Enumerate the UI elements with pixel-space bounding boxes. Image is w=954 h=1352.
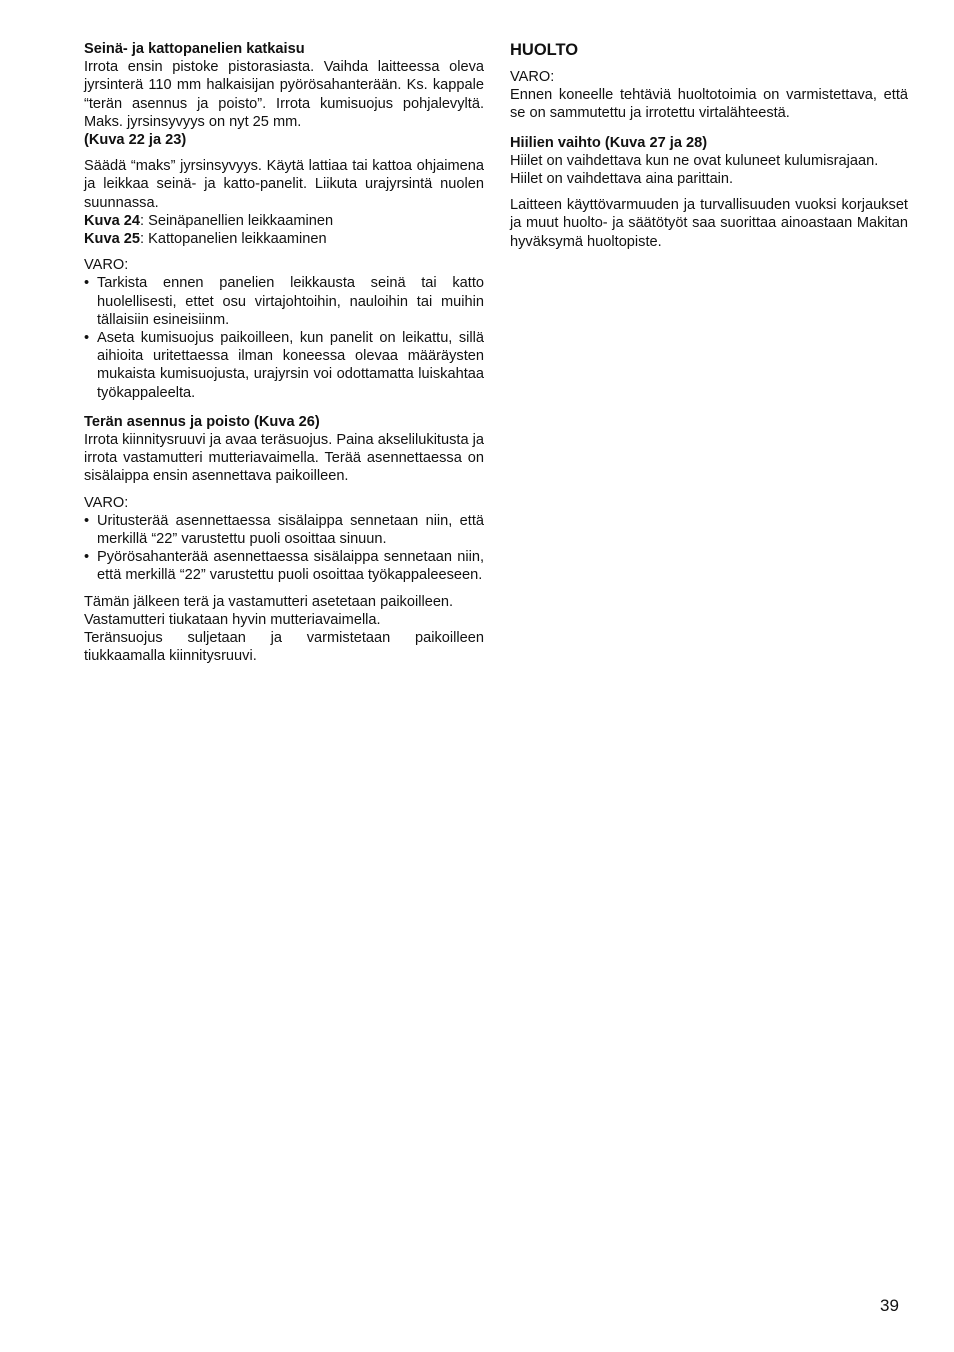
list-item: • Aseta kumisuojus paikoilleen, kun panelit on leikattu, sillä aihioita uritettaessa ilman koneessa olevaa määräysten mukaista kumisuojusta, urajyrsin voi odottamatta luiskahtaa työkappaleelta. bbox=[84, 329, 484, 402]
section-heading-brush-replacement: Hiilien vaihto (Kuva 27 ja 28) bbox=[510, 134, 708, 151]
figure-label: Kuva 24 bbox=[84, 212, 140, 229]
paragraph: Irrota ensin pistoke pistorasiasta. Vaihda laitteessa oleva jyrsinterä 110 mm halkaisijan pyörösahanterään. Ks. kappale “terän asennus ja poisto”. Irrota kumisuojus pohjalevyltä. Maks. jyrsinsyvyys on nyt 25 mm. bbox=[84, 59, 484, 130]
caution-label: VARO: bbox=[84, 494, 129, 511]
paragraph: Vastamutteri tiukataan hyvin mutteriavaimella. bbox=[84, 611, 381, 628]
paragraph: Säädä “maks” jyrsinsyvyys. Käytä lattiaa tai kattoa ohjaimena ja leikkaa seinä- ja katto-panelit. Liikuta urajyrsintä nuolen suunnassa. bbox=[84, 158, 484, 211]
list-item: • Uritusterää asennettaessa sisälaippa sennetaan niin, että merkillä “22” varustettu puoli osoittaa sinuun. bbox=[84, 512, 484, 548]
paragraph: Irrota kiinnitysruuvi ja avaa teräsuojus. Paina akselilukitusta ja irrota vastamutteri mutteriavaimella. Terää asennettaessa on sisälaippa ensin asennettava paikoilleen. bbox=[84, 432, 484, 485]
caution-label: VARO: bbox=[84, 257, 129, 274]
figure-caption-text: : Seinäpanellien leikkaaminen bbox=[139, 212, 334, 229]
figure-reference: (Kuva 22 ja 23) bbox=[84, 132, 187, 149]
right-column bbox=[510, 40, 908, 251]
figure-caption-25 bbox=[84, 230, 484, 248]
section-heading-blade-installation: Terän asennus ja poisto (Kuva 26) bbox=[84, 413, 320, 430]
paragraph: Laitteen käyttövarmuuden ja turvallisuuden vuoksi korjaukset ja muut huolto- ja säätötyöt saa suorittaa ainoastaan Makitan hyväksymä huoltopiste. bbox=[510, 197, 908, 250]
figure-label: Kuva 25 bbox=[84, 231, 140, 248]
figure-caption-24 bbox=[84, 212, 484, 230]
paragraph: Ennen koneelle tehtäviä huoltotoimia on varmistettava, että se on sammutettu ja irrotettu virtalähteestä. bbox=[510, 87, 908, 122]
paragraph: Hiilet on vaihdettava aina parittain. bbox=[510, 171, 734, 188]
page-number: 39 bbox=[880, 1296, 899, 1315]
section-heading-panel-cutting: Seinä- ja kattopanelien katkaisu bbox=[84, 41, 305, 57]
caution-label: VARO: bbox=[510, 69, 555, 85]
left-column bbox=[84, 40, 484, 666]
list-item: • Tarkista ennen panelien leikkausta seinä tai katto huolellisesti, ettet osu virtajohtoihin, nauloihin tai muihin tällaisiin esineisiinm. bbox=[84, 274, 484, 329]
list-item: • Pyörösahanterää asennettaessa sisälaippa sennetaan niin, että merkillä “22” varustettu puoli osoittaa työkappaleeseen. bbox=[84, 548, 484, 584]
paragraph: Hiilet on vaihdettava kun ne ovat kuluneet kulumisrajaan. bbox=[510, 152, 879, 169]
paragraph: Tämän jälkeen terä ja vastamutteri asetetaan paikoilleen. bbox=[84, 593, 454, 610]
page-title: HUOLTO bbox=[510, 41, 579, 59]
caution-list bbox=[84, 512, 484, 585]
paragraph: Teränsuojus suljetaan ja varmistetaan paikoilleen tiukkaamalla kiinnitysruuvi. bbox=[84, 630, 484, 665]
figure-caption-text: : Kattopanelien leikkaaminen bbox=[139, 231, 327, 248]
caution-list bbox=[84, 274, 484, 401]
